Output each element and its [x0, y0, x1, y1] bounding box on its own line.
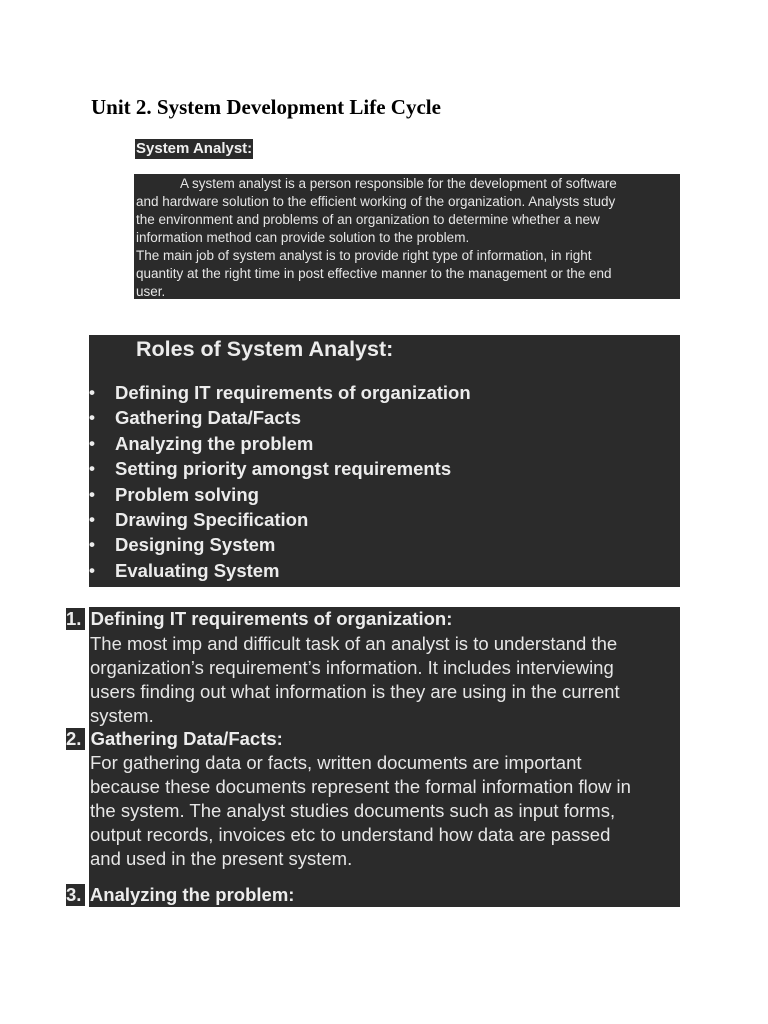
list-item-label: Drawing Specification	[115, 508, 309, 530]
section-number: 1.	[66, 608, 85, 630]
section-title: Analyzing the problem:	[89, 884, 295, 905]
paragraph-line: because these documents represent the formal information flow in	[90, 776, 631, 797]
list-item-label: Defining IT requirements of organization	[115, 382, 471, 403]
paragraph-line: system.	[90, 705, 154, 726]
paragraph-line: user.	[136, 284, 166, 299]
section-heading-2	[66, 728, 283, 750]
section-number: 3.	[66, 884, 85, 906]
list-item-label: Evaluating System	[115, 559, 280, 581]
list-item-label: Problem solving	[115, 483, 259, 505]
paragraph-line: the environment and problems of an organization to determine whether a new	[136, 212, 600, 227]
list-item-label: Designing System	[115, 534, 276, 556]
roles-list	[88, 380, 471, 583]
paragraph-line: users finding out what information is they are using in the current	[90, 681, 620, 702]
system-analyst-heading: System Analyst:	[136, 140, 253, 157]
paragraph-line: output records, invoices etc to understand how data are passed	[90, 824, 611, 845]
paragraph-line: information method can provide solution to the problem.	[136, 230, 470, 245]
paragraph-line: The main job of system analyst is to provide right type of information, in right	[136, 248, 592, 263]
list-item-label: Gathering Data/Facts	[115, 407, 302, 429]
list-item	[88, 482, 471, 507]
list-item	[88, 532, 471, 557]
list-item	[88, 380, 471, 405]
section-heading-1	[66, 608, 452, 630]
list-item	[88, 558, 471, 583]
list-item-label: Analyzing the problem	[115, 432, 314, 454]
paragraph-line: The most imp and difficult task of an analyst is to understand the	[90, 633, 618, 654]
list-item	[88, 405, 471, 430]
paragraph-line: A system analyst is a person responsible for the development of software	[180, 176, 617, 191]
paragraph-line: For gathering data or facts, written documents are important	[90, 752, 582, 773]
bullet-icon: •	[89, 383, 95, 402]
list-item	[88, 456, 471, 481]
roles-heading: Roles of System Analyst:	[136, 337, 394, 361]
section-number: 2.	[66, 728, 85, 750]
section-heading-3	[66, 884, 294, 906]
section-title: Defining IT requirements of organization:	[90, 608, 453, 629]
paragraph-line: and used in the present system.	[90, 848, 353, 869]
paragraph-line: the system. The analyst studies documents such as input forms,	[90, 800, 616, 821]
list-item	[88, 507, 471, 532]
paragraph-line: and hardware solution to the efficient working of the organization. Analysts study	[136, 194, 616, 209]
list-item-label: Setting priority amongst requirements	[115, 458, 452, 480]
section-paragraph-2	[90, 751, 682, 871]
bullet-icon: •	[89, 459, 95, 479]
section-title: Gathering Data/Facts:	[90, 728, 283, 749]
bullet-icon: •	[89, 408, 95, 428]
document-title: Unit 2. System Development Life Cycle	[91, 95, 441, 119]
bullet-icon: •	[89, 484, 95, 504]
paragraph-line: organization’s requirement’s information. It includes interviewing	[90, 657, 614, 678]
bullet-icon: •	[89, 535, 95, 555]
bullet-icon: •	[89, 433, 95, 453]
bullet-icon: •	[89, 509, 95, 529]
section-paragraph-1	[90, 632, 682, 728]
paragraph-line: quantity at the right time in post effective manner to the management or the end	[136, 266, 612, 281]
list-item	[88, 431, 471, 456]
bullet-icon: •	[89, 560, 95, 580]
system-analyst-paragraph	[134, 174, 680, 299]
